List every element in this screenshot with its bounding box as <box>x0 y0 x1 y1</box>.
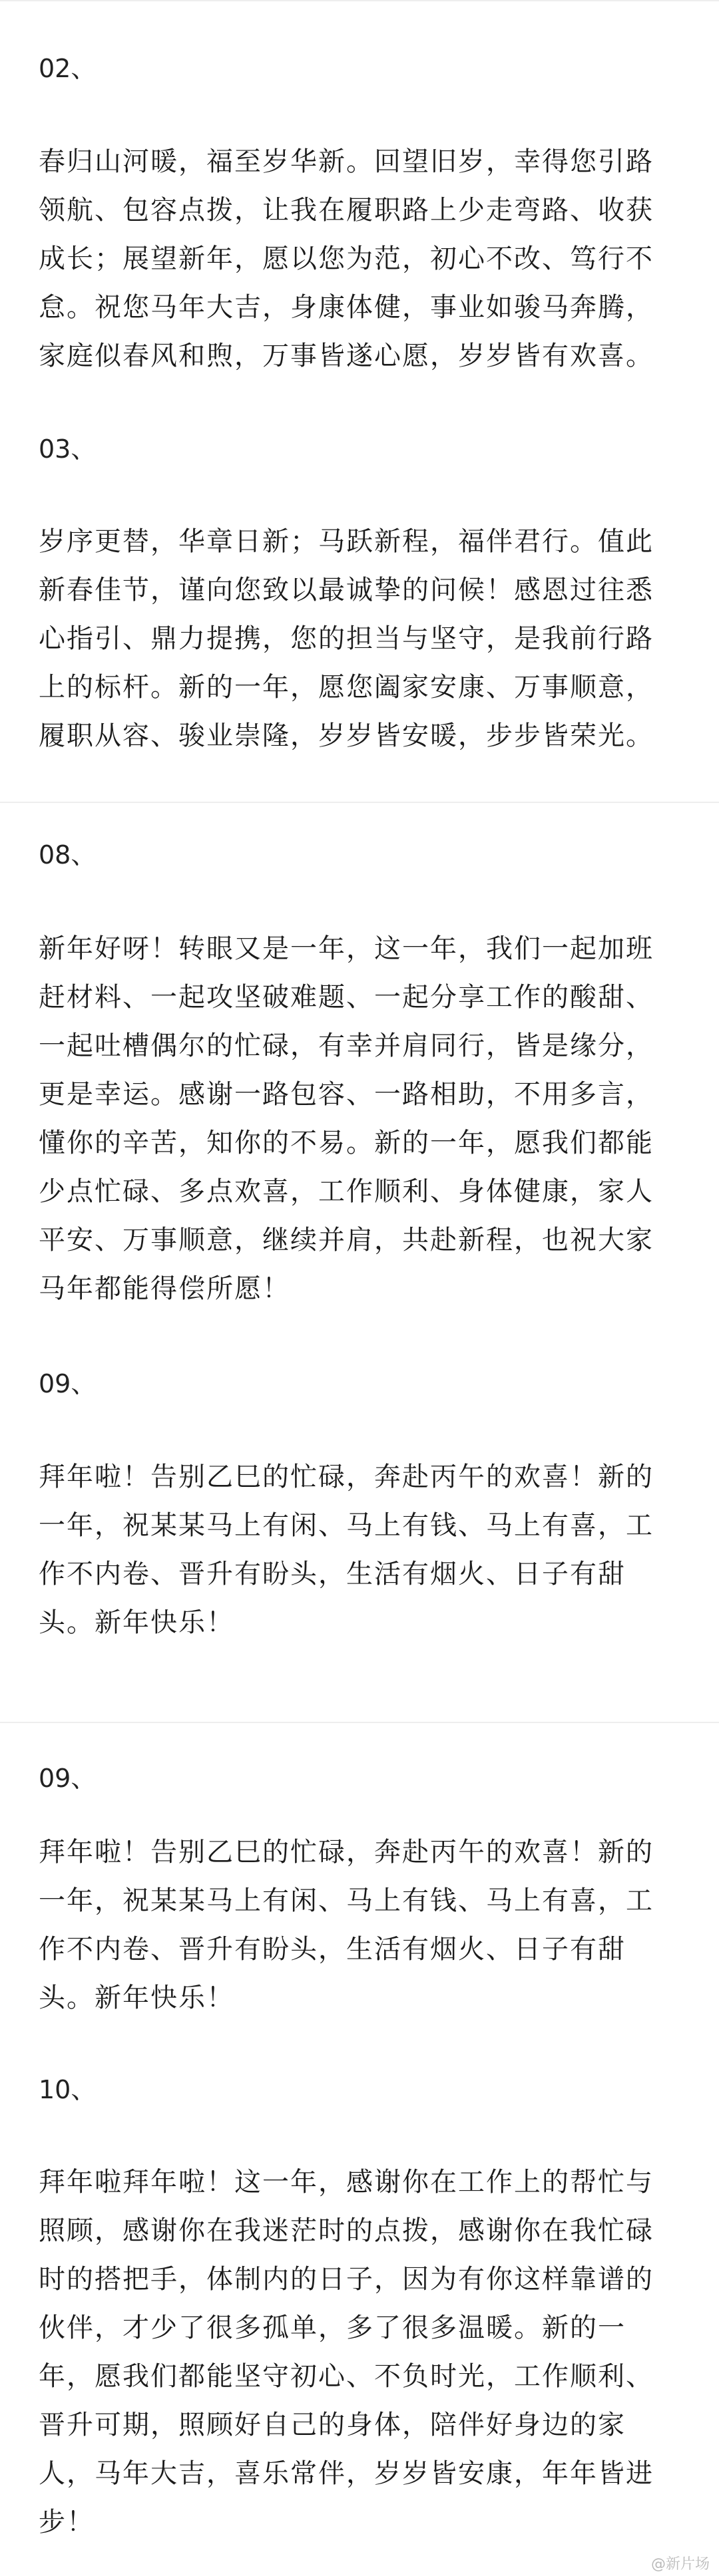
section-number: 10、 <box>39 2075 97 2104</box>
section-number: 09、 <box>39 1764 97 1793</box>
section-number: 08、 <box>39 840 97 870</box>
divider <box>0 1722 719 1723</box>
section-paragraph: 新年好呀！转眼又是一年，这一年，我们一起加班 赶材料、一起攻坚破难题、一起分享工作的酸甜、 一起吐槽偶尔的忙碌，有幸并肩同行，皆是缘分， 更是幸运。感谢一路包容、一路相助，不用多言， 懂你的辛苦，知你的不易。新的一年，愿我们都能 少点忙碌、多点欢喜，工作顺利、身体健康，家人 平安、万事顺意，继续并肩，共赴新程，也祝大家 马年都能得偿所愿！ <box>39 933 654 1304</box>
divider <box>0 802 719 803</box>
section-paragraph: 拜年啦！告别乙巳的忙碌，奔赴丙午的欢喜！新的 一年，祝某某马上有闲、马上有钱、马上有喜，工 作不内卷、晋升有盼头，生活有烟火、日子有甜 头。新年快乐！ <box>39 1837 654 2013</box>
section-paragraph: 春归山河暖，福至岁华新。回望旧岁，幸得您引路 领航、包容点拨，让我在履职路上少走弯路、收获 成长；展望新年，愿以您为范，初心不改、笃行不 怠。祝您马年大吉，身康体健，事业如骏马奔腾， 家庭似春风和煦，万事皆遂心愿，岁岁皆有欢喜。 <box>39 146 654 371</box>
divider-top <box>0 0 719 1</box>
watermark: @新片场 <box>650 2556 710 2573</box>
section-number: 03、 <box>39 434 97 464</box>
section-paragraph: 拜年啦！告别乙巳的忙碌，奔赴丙午的欢喜！新的 一年，祝某某马上有闲、马上有钱、马上有喜，工 作不内卷、晋升有盼头，生活有烟火、日子有甜 头。新年快乐！ <box>39 1462 654 1638</box>
section-number: 02、 <box>39 54 97 83</box>
section-number: 09、 <box>39 1369 97 1398</box>
section-paragraph: 拜年啦拜年啦！这一年，感谢你在工作上的帮忙与 照顾，感谢你在我迷茫时的点拨，感谢你在我忙碌 时的搭把手，体制内的日子，因为有你这样靠谱的 伙伴，才少了很多孤单，多了很多温暖。新的一 年，愿我们都能坚守初心、不负时光，工作顺利、 晋升可期，照顾好自己的身体，陪伴好身边的家 人，马年大吉，喜乐常伴，岁岁皆安康，年年皆进 步！ <box>39 2167 654 2537</box>
section-paragraph: 岁序更替，华章日新；马跃新程，福伴君行。值此 新春佳节，谨向您致以最诚挚的问候！感恩过往悉 心指引、鼎力提携，您的担当与坚守，是我前行路 上的标杆。新的一年，愿您阖家安康、万事顺意， 履职从容、骏业崇隆，岁岁皆安暖，步步皆荣光。 <box>39 526 654 751</box>
